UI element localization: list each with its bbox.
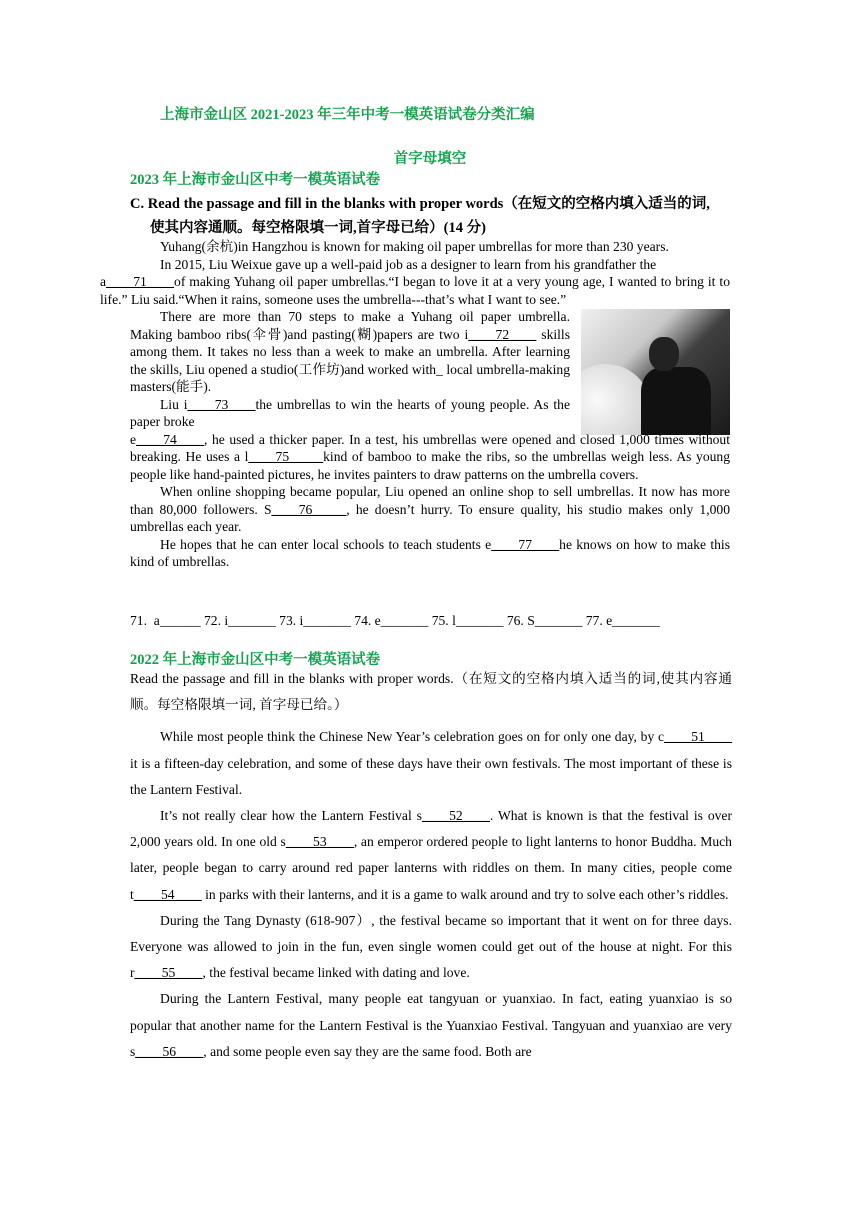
paragraph: Yuhang(余杭)in Hangzhou is known for making oil paper umbrellas for more than 230 years. — [160, 239, 669, 254]
blank-54: ____54____ — [133, 886, 202, 902]
paragraph: There are more than 70 steps to make a Yuhang oil paper umbrella. Making bamboo ribs(伞骨)and pasting(糊)papers are two i____72____ skills among them. It takes no less than a week to make an umbrella. After learning the skills, Liu opened a studio(工作坊)and worked with_ local umbrella-making masters(能手). — [130, 309, 570, 394]
instruction-2022: Read the passage and fill in the blanks with proper words.（在短文的空格内填入适当的词,使其内容通顺。每空格限填一词, 首字母已给。） — [130, 671, 732, 713]
paragraph: While most people think the Chinese New Year’s celebration goes on for only one day, by c____51____ it is a fifteen-day celebration, and some of these days have their own festivals. The most important of these is the Lantern Festival. — [130, 729, 732, 797]
paragraph: He hopes that he can enter local schools to teach students e____77____he knows on how to make this kind of umbrellas. — [130, 536, 730, 569]
blank-55: ____55____ — [134, 965, 203, 981]
sub-title: 首字母填空 — [393, 151, 467, 167]
instruction-line-1: C. Read the passage and fill in the blanks with proper words（在短文的空格内填入适当的词, — [130, 196, 710, 212]
blank-76: ____76_____ — [271, 501, 347, 517]
blank-77: ____77____ — [491, 536, 560, 552]
blank-73: ____73____ — [187, 396, 256, 412]
blank-72: ____72____ — [468, 326, 537, 342]
blank-74: ____74____ — [136, 431, 205, 447]
blank-53: ____53____ — [285, 834, 354, 850]
blank-71: ____71____ — [106, 274, 175, 289]
paragraph: e____74____, he used a thicker paper. In a test, his umbrellas were opened and closed 1,000 times without breaking. He uses a l____75_____kind of bamboo to make the ribs, so the umbrellas weigh less. As young people like hand-painted pictures, he invites painters to draw patterns on the umbrella covers. — [130, 431, 731, 482]
paragraph: During the Tang Dynasty (618-907）, the festival became so important that it went on for three days. Everyone was allowed to join in the fun, even single women could get out of the house at night. For this r____55____, the festival became linked with dating and love. — [130, 912, 732, 981]
passage-2022 — [130, 666, 732, 1065]
blank-51: ____51____ — [664, 729, 732, 745]
blank-52: ____52____ — [421, 808, 490, 824]
blank-56: ____56____ — [135, 1043, 204, 1059]
blank-75: ____75_____ — [248, 449, 324, 464]
instruction-line-2: 使其内容通顺。每空格限填一词,首字母已给）(14 分) — [150, 220, 486, 236]
passage-2023 — [100, 238, 731, 571]
instruction-2023 — [130, 192, 735, 240]
paragraph: It’s not really clear how the Lantern Festival s____52____. What is known is that the festival is over 2,000 years old. In one old s____53____, an emperor ordered people to light lanterns to honor Buddha. Much later, people began to carry around red paper lanterns with riddles on them. In many cities, people come t____54____ in parks with their lanterns, and it is a game to walk around and try to solve each other’s riddles. — [130, 808, 732, 902]
paragraph: In 2015, Liu Weixue gave up a well-paid job as a designer to learn from his grandfather the a____71____of making Yuhang oil paper umbrellas.“I began to love it at a very young age, I wanted to bring it to life.” Liu said.“When it rains, someone uses the umbrella---that’s what I want to see.” — [100, 256, 730, 307]
paragraph: Liu i____73____the umbrellas to win the hearts of young people. As the paper broke — [130, 396, 570, 429]
section-heading-2022: 2022 年上海市金山区中考一模英语试卷 — [130, 652, 381, 668]
paragraph: During the Lantern Festival, many people eat tangyuan or yuanxiao. In fact, eating yuanxiao is so popular that another name for the Lantern Festival is the Yuanxiao Festival. Tangyuan and yuanxiao are very s____56____, and some people even say they are the same food. Both are — [130, 991, 732, 1059]
section-heading-2023: 2023 年上海市金山区中考一模英语试卷 — [130, 172, 381, 188]
paragraph: When online shopping became popular, Liu opened an online shop to sell umbrellas. It now has more than 80,000 followers. S____76_____, he doesn’t hurry. To ensure quality, his studio makes only 1,000 umbrellas each year. — [130, 484, 730, 534]
main-title: 上海市金山区 2021-2023 年三年中考一模英语试卷分类汇编 — [160, 107, 535, 123]
answer-line: 71. a______ 72. i_______ 73. i_______ 74. e_______ 75. l_______ 76. S_______ 77. e_______ — [130, 613, 660, 628]
